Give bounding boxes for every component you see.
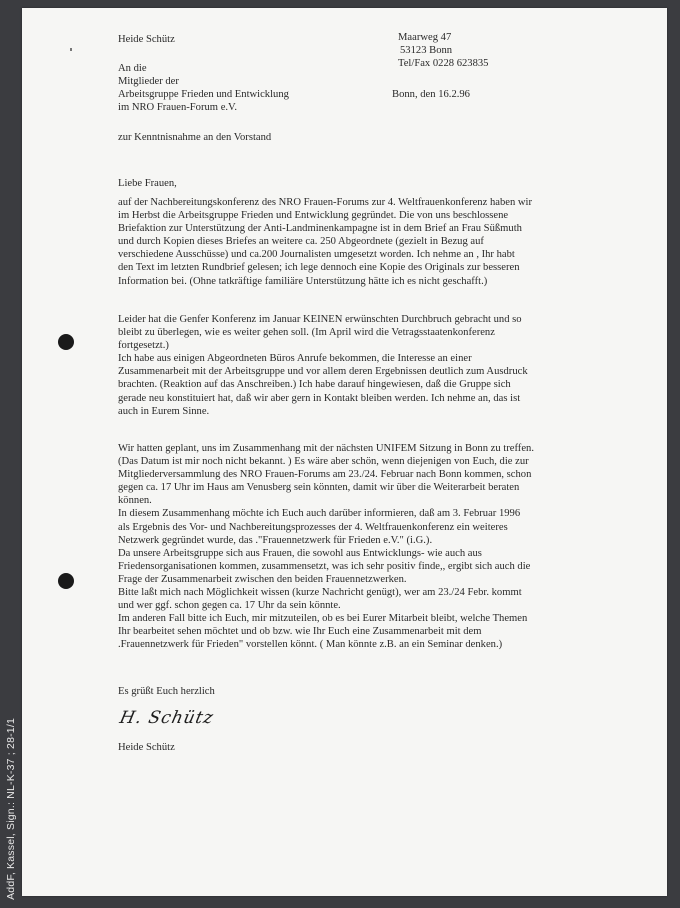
text-line: fortgesetzt.) — [118, 340, 169, 352]
signature-name: Heide Schütz — [118, 742, 175, 753]
text-line: Frage der Zusammenarbeit zwischen den beiden Frauennetzwerken. — [118, 573, 407, 585]
recipient-line: im NRO Frauen-Forum e.V. — [118, 102, 237, 114]
text-line: Wir hatten geplant, uns im Zusammenhang mit der nächsten UNIFEM Sitzung in Bonn zu treffen. — [118, 443, 534, 454]
paragraph-3 — [118, 442, 534, 652]
text-line: als Ergebnis des Vor- und Nachbereitungsprozesses der 4. Weltfrauenkonferenz ein weiteres — [118, 521, 508, 533]
closing: Es grüßt Euch herzlich — [118, 686, 215, 697]
text-line: gerade neu konstituiert hat, daß wir aber gern in Kontakt bleiben werden. Ich nehme an, das ist — [118, 392, 521, 404]
archive-signature-label: AddF, Kassel, Sign.: NL-K-37 ; 28-1/1 — [5, 718, 17, 900]
sender-address — [398, 31, 488, 70]
text-line: Zusammenarbeit mit der Arbeitsgruppe und vor allem deren Ergebnissen deutlich zum Ausdruck — [118, 366, 528, 378]
cc-note: zur Kenntnisnahme an den Vorstand — [118, 132, 272, 143]
text-line: Friedensorganisationen kommen, zusammensetzt, was ich sehr positiv finde,, ergibt sich auch die — [118, 560, 531, 572]
handwritten-signature: H. Schütz — [117, 708, 216, 728]
text-line: (Das Datum ist mir noch nicht bekannt. ) Es wäre aber schön, wenn diejenigen von Euch, die zur — [118, 456, 529, 468]
text-line: auf der Nachbereitungskonferenz des NRO Frauen-Forums zur 4. Weltfrauenkonferenz haben wir — [118, 197, 533, 208]
text-line: Information bei. (Ohne tatkräftige familiäre Unterstützung hätte ich es nicht geschafft.) — [118, 275, 488, 287]
text-line: können. — [118, 495, 152, 507]
text-line: Briefaktion zur Unterstützung der Anti-Landminenkampagne ist in dem Brief an Frau Süßmuth — [118, 223, 522, 235]
paper-speck — [70, 48, 72, 51]
text-line: Leider hat die Genfer Konferenz im Januar KEINEN erwünschten Durchbruch gebracht und so — [118, 314, 522, 325]
text-line: Ich habe aus einigen Abgeordneten Büros Anrufe bekommen, die Interesse an einer — [118, 353, 472, 365]
address-street: Maarweg 47 — [398, 32, 452, 43]
punch-hole-bottom — [58, 573, 74, 589]
paragraph-2 — [118, 313, 528, 418]
text-line: und durch Kopien dieses Briefes an weitere ca. 250 Abgeordnete (gezielt in Bezug auf — [118, 236, 484, 248]
text-line: gegen ca. 17 Uhr im Haus am Venusberg sein könnten, damit wir über die Weiterarbeit beraten — [118, 482, 520, 494]
text-line: im Herbst die Arbeitsgruppe Frieden und Entwicklung gegründet. Die von uns beschlossene — [118, 210, 509, 222]
punch-hole-top — [58, 334, 74, 350]
address-phone: Tel/Fax 0228 623835 — [398, 58, 489, 70]
text-line: Netzwerk gegründet wurde, das ."Frauennetzwerk für Frieden e.V." (i.G.). — [118, 534, 433, 546]
text-line: auch in Eurem Sinne. — [118, 405, 210, 417]
salutation: Liebe Frauen, — [118, 178, 177, 189]
address-city: 53123 Bonn — [400, 45, 453, 57]
text-line: Mitgliederversammlung des NRO Frauen-Forums am 23./24. Februar nach Bonn kommen, schon — [118, 469, 532, 481]
text-line: den Text im letzten Rundbrief gelesen; ich lege dennoch eine Kopie des Originals zur besseren — [118, 262, 520, 274]
letter-page — [22, 8, 667, 896]
text-line: und wer ggf. schon gegen ca. 17 Uhr da sein könnte. — [118, 600, 341, 612]
recipient-line: Mitglieder der — [118, 76, 179, 88]
paragraph-1 — [118, 196, 532, 288]
archive-label-strip — [2, 60, 20, 900]
text-line: Ihr bearbeitet sehen möchtet und ob bzw. wie Ihr Euch eine Zusammenarbeit mit dem — [118, 626, 482, 638]
text-line: In diesem Zusammenhang möchte ich Euch auch darüber informieren, daß am 3. Februar 1996 — [118, 508, 521, 520]
text-line: Bitte laßt mich nach Möglichkeit wissen (kurze Nachricht genügt), wer am 23./24 Febr. kommt — [118, 587, 522, 599]
place-date: Bonn, den 16.2.96 — [392, 89, 470, 100]
recipient-block — [118, 62, 289, 114]
text-line: bleibt zu überlegen, wie es weiter gehen soll. (Im April wird die Vetragsstaatenkonferenz — [118, 327, 495, 339]
recipient-line: Arbeitsgruppe Frieden und Entwicklung — [118, 89, 289, 101]
text-line: verschiedene Ausschüsse) und ca.200 Journalisten umgesetzt worden. Ich nehme an , Ihr habt — [118, 249, 515, 261]
recipient-line: An die — [118, 63, 147, 74]
text-line: brachten. (Reaktion auf das Anschreiben.) Ich habe darauf hingewiesen, daß die Gruppe sich — [118, 379, 511, 391]
sender-name: Heide Schütz — [118, 34, 175, 45]
text-line: .Frauennetzwerk für Frieden" vorstellen könnt. ( Man könnte z.B. an ein Seminar denken.) — [118, 639, 503, 651]
text-line: Da unsere Arbeitsgruppe sich aus Frauen, die sowohl aus Entwicklungs- wie auch aus — [118, 547, 482, 559]
text-line: Im anderen Fall bitte ich Euch, mir mitzuteilen, ob es bei Eurer Mitarbeit bleibt, welche Themen — [118, 613, 528, 625]
